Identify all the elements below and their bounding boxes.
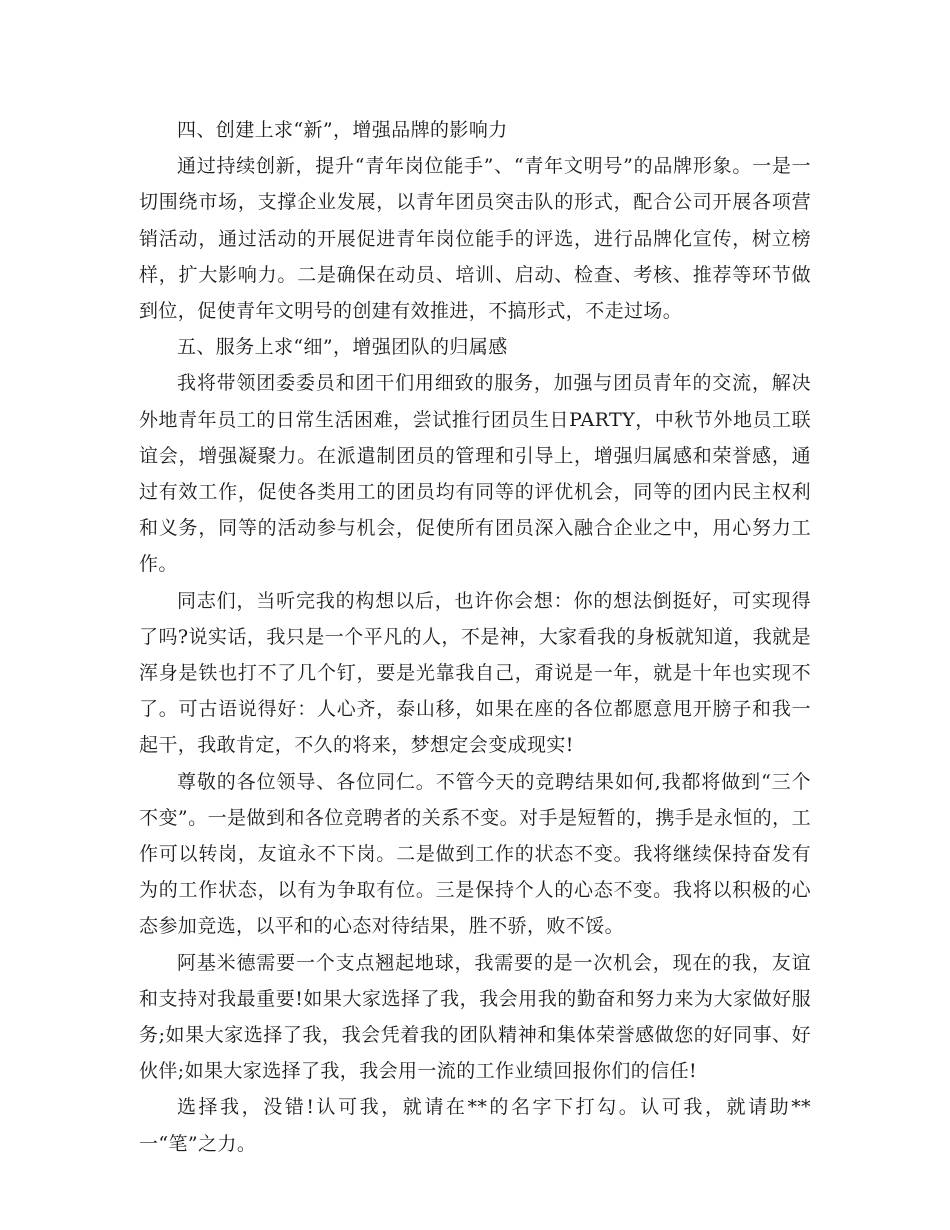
paragraph-service: 我将带领团委委员和团干们用细致的服务，加强与团员青年的交流，解决外地青年员工的日常生活困难，尝试推行团员生日PARTY，中秋节外地员工联谊会，增强凝聚力。在派遣制团员的管理和引导上，增强归属感和荣誉感，通过有效工作，促使各类用工的团员均有同等的评优机会，同等的团内民主权利和义务，同等的活动参与机会，促使所有团员深入融合企业之中，用心努力工作。 <box>139 372 811 576</box>
section-heading-4: 四、创建上求“新”，增强品牌的影响力 <box>177 119 508 141</box>
paragraph-appeal: 阿基米德需要一个支点翘起地球，我需要的是一次机会，现在的我，友谊和支持对我最重要!如果大家选择了我，我会用我的勤奋和努力来为大家做好服务;如果大家选择了我，我会凭着我的团队精神和集体荣誉感做您的好同事、好伙伴;如果大家选择了我，我会用一流的工作业绩回报你们的信任! <box>139 951 811 1083</box>
document-body <box>139 112 811 1162</box>
paragraph-commitment: 尊敬的各位领导、各位同仁。不管今天的竞聘结果如何,我都将做到“三个不变”。一是做到和各位竞聘者的关系不变。对手是短暂的，携手是永恒的，工作可以转岗，友谊永不下岗。二是做到工作的状态不变。我将继续保持奋发有为的工作状态，以有为争取有位。三是保持个人的心态不变。我将以积极的心态参加竞选，以平和的心态对待结果，胜不骄，败不馁。 <box>139 770 811 938</box>
section-heading-5: 五、服务上求“细”，增强团队的归属感 <box>177 336 508 359</box>
paragraph-brand: 通过持续创新，提升“青年岗位能手”、“青年文明号”的品牌形象。一是一切围绕市场，支撑企业发展，以青年团员突击队的形式，配合公司开展各项营销活动，通过活动的开展促进青年岗位能手的评选，进行品牌化宣传，树立榜样，扩大影响力。二是确保在动员、培训、启动、检查、考核、推荐等环节做到位，促使青年文明号的创建有效推进，不搞形式，不走过场。 <box>139 155 811 323</box>
paragraph-vision: 同志们，当听完我的构想以后，也许你会想：你的想法倒挺好，可实现得了吗?说实话，我只是一个平凡的人，不是神，大家看我的身板就知道，我就是浑身是铁也打不了几个钉，要是光靠我自己，甭说是一年，就是十年也实现不了。可古语说得好：人心齐，泰山移，如果在座的各位都愿意甩开膀子和我一起干，我敢肯定，不久的将来，梦想定会变成现实! <box>139 589 811 757</box>
paragraph-closing: 选择我，没错!认可我，就请在**的名字下打勾。认可我，就请助**一“笔”之力。 <box>139 1096 811 1155</box>
